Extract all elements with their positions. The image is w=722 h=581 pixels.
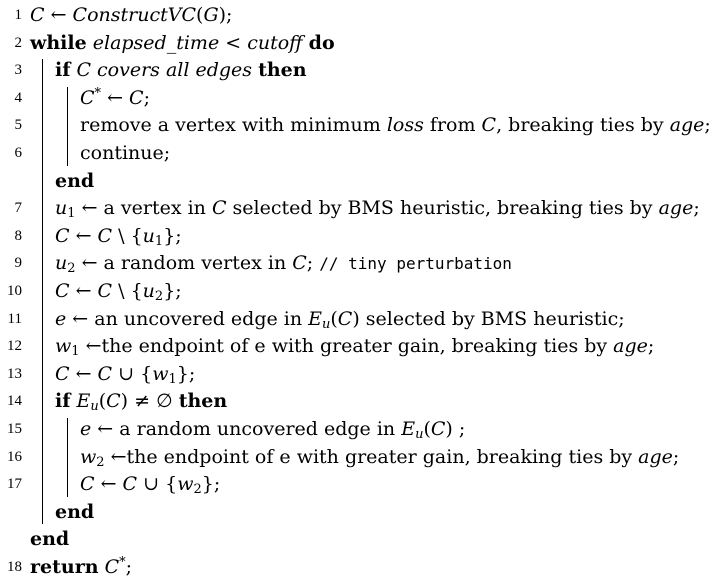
line-code (30, 553, 132, 581)
keyword: while (30, 31, 87, 54)
algorithm-line (0, 553, 722, 581)
code-token: e (80, 418, 92, 440)
code-token: ConstructVC (72, 4, 197, 26)
code-token: ; (672, 445, 680, 468)
algorithm-line (0, 139, 722, 167)
code-token: u (55, 252, 68, 275)
code-token: ← a random vertex in (75, 252, 293, 275)
code-token: C (97, 224, 113, 247)
keyword: return (30, 556, 99, 578)
algorithm-line (0, 111, 722, 139)
code-token: cutoff (247, 31, 303, 54)
code-token: ←the endpoint of e with greater gain, breaking ties by (104, 445, 639, 468)
code-token: ( (423, 418, 431, 440)
algorithm-line (0, 222, 722, 250)
code-token: C (104, 556, 120, 578)
block-scope-line (67, 87, 68, 166)
code-token: 1 (154, 233, 164, 249)
keyword: end (30, 528, 70, 551)
algorithm-line (0, 29, 722, 57)
code-token: C (97, 280, 113, 302)
line-number: 13 (7, 365, 22, 382)
algorithm-line (0, 277, 722, 305)
code-token: C (430, 418, 446, 440)
algorithm-line (0, 415, 722, 443)
line-code (55, 498, 94, 526)
code-token: e (55, 307, 67, 330)
code-token: age (638, 445, 673, 468)
code-token: u (415, 427, 424, 442)
algorithm-line (0, 525, 722, 553)
code-token: u (55, 197, 68, 220)
code-token: C (80, 86, 95, 109)
code-token: ; (647, 335, 655, 358)
line-code (80, 415, 465, 443)
code-token: C (80, 473, 95, 496)
code-token: C (55, 362, 70, 385)
code-token: loss (386, 114, 424, 137)
line-code (80, 470, 220, 498)
line-code (55, 332, 654, 360)
code-token: ← (101, 86, 130, 109)
algorithm-line (0, 249, 722, 277)
line-number: 3 (14, 62, 22, 79)
algorithm-line (0, 360, 722, 388)
code-token: ; (143, 86, 150, 109)
line-code (55, 305, 625, 333)
code-token: ← (94, 473, 123, 496)
code-token: ( (330, 307, 338, 330)
algorithm-line (0, 194, 722, 222)
algorithm-line (0, 332, 722, 360)
keyword: if (55, 390, 71, 413)
block-scope-line (42, 59, 43, 524)
code-token: G (203, 4, 219, 26)
code-token: w (152, 362, 169, 385)
code-token: 2 (193, 482, 202, 498)
code-token: C (122, 473, 138, 496)
code-token: w (177, 473, 194, 496)
code-token: }; (163, 280, 182, 302)
code-token: < (219, 31, 248, 54)
code-token: ← (69, 362, 98, 385)
line-code (55, 194, 700, 222)
algorithm-line (0, 387, 722, 415)
code-token: C (211, 197, 227, 220)
line-code (80, 84, 150, 112)
keyword: if (55, 59, 71, 82)
code-token: }; (176, 362, 196, 385)
code-token: 1 (168, 371, 177, 387)
code-token: ← an uncovered edge in (66, 307, 309, 330)
code-token: remove a vertex with minimum (80, 114, 387, 137)
line-code (80, 443, 679, 471)
line-number: 17 (7, 476, 22, 493)
comment: // tiny perturbation (319, 254, 512, 274)
line-code (55, 249, 512, 278)
code-token: continue; (80, 142, 171, 164)
code-token: ) selected by BMS heuristic; (352, 307, 625, 330)
line-code (55, 387, 227, 415)
code-token: age (658, 197, 694, 220)
line-number: 1 (14, 7, 22, 23)
line-number: 18 (7, 559, 22, 575)
code-token: C (337, 307, 353, 330)
code-token: age (669, 114, 705, 137)
line-code (55, 167, 94, 195)
code-token: ←the endpoint of e with greater gain, breaking ties by (79, 335, 614, 358)
keyword: end (55, 169, 95, 192)
code-token: C (481, 114, 497, 137)
code-token: }; (201, 473, 221, 496)
algorithm-line (0, 443, 722, 471)
code-token: 2 (96, 454, 105, 470)
code-token: ← a vertex in (75, 197, 212, 220)
code-token: ( (196, 4, 204, 26)
code-token: u (142, 280, 155, 302)
line-number: 6 (14, 145, 22, 161)
code-token: E (401, 418, 416, 440)
code-token: * (94, 85, 102, 101)
code-token: * (119, 555, 126, 570)
keyword: then (178, 390, 228, 413)
line-number: 8 (14, 227, 22, 244)
code-token: elapsed_time (92, 31, 220, 54)
line-number: 7 (14, 200, 22, 217)
algorithm-line (0, 498, 722, 526)
line-code (30, 1, 232, 29)
code-token: w (55, 335, 72, 358)
keyword: do (308, 31, 335, 54)
code-token: C (55, 224, 70, 247)
code-token: ← (69, 224, 98, 247)
algorithm-line (0, 56, 722, 84)
code-token: C (55, 280, 70, 302)
keyword: end (55, 500, 95, 523)
code-token: ← a random uncovered edge in (91, 418, 402, 440)
line-number: 10 (7, 283, 22, 299)
code-token: \ { (112, 280, 143, 302)
code-token: ∪ { (137, 473, 178, 496)
code-token: C covers all edges (76, 59, 253, 82)
algorithm-line (0, 305, 722, 333)
block-scope-line (67, 418, 68, 497)
code-token: ; (306, 252, 320, 275)
code-token: ← (44, 4, 73, 26)
code-token: ; (693, 197, 700, 220)
line-number: 16 (7, 448, 22, 465)
code-token: ); (218, 4, 233, 26)
algorithm-line (0, 1, 722, 29)
code-token: 1 (67, 206, 76, 222)
code-token: from (423, 114, 482, 137)
code-token: }; (163, 224, 182, 247)
code-token: C (97, 362, 113, 385)
line-code (80, 111, 711, 139)
code-token: w (80, 445, 97, 468)
code-token: ( (98, 390, 107, 413)
line-code (55, 277, 182, 305)
code-token: C (106, 390, 121, 413)
line-number: 14 (7, 393, 22, 410)
keyword: then (258, 59, 307, 82)
code-token: ) ; (445, 418, 466, 440)
code-token: ) ≠ ∅ (120, 390, 179, 413)
line-number: 4 (14, 89, 22, 106)
line-code (30, 525, 69, 553)
algorithm-line (0, 84, 722, 112)
line-number: 11 (7, 310, 22, 327)
line-number: 5 (14, 117, 22, 134)
code-token: 1 (71, 344, 80, 360)
code-token: selected by BMS heuristic, breaking ties by (226, 197, 659, 220)
code-token: \ { (112, 224, 143, 247)
code-token: , breaking ties by (496, 114, 670, 137)
code-token: ← (69, 280, 98, 302)
code-token: ∪ { (112, 362, 153, 385)
line-code (55, 222, 182, 250)
line-code (30, 29, 335, 57)
line-number: 2 (14, 34, 22, 51)
code-token: ; (125, 556, 133, 578)
code-token: u (322, 316, 331, 332)
code-token: C (129, 86, 144, 109)
line-number: 15 (7, 421, 22, 437)
algorithm-line (0, 167, 722, 195)
code-token: E (76, 390, 91, 413)
code-token: E (308, 307, 322, 330)
code-token: 2 (67, 261, 76, 277)
line-code (55, 360, 195, 388)
line-number: 12 (7, 338, 22, 355)
line-code (80, 139, 170, 167)
code-token: age (613, 335, 648, 358)
code-token: 2 (154, 289, 164, 304)
line-code (55, 56, 307, 84)
line-number: 9 (14, 255, 22, 272)
code-token: C (30, 4, 45, 26)
algorithm-line (0, 470, 722, 498)
code-token: u (90, 399, 99, 415)
code-token: u (142, 224, 155, 247)
code-token: C (292, 252, 307, 275)
code-token: ; (704, 114, 711, 137)
